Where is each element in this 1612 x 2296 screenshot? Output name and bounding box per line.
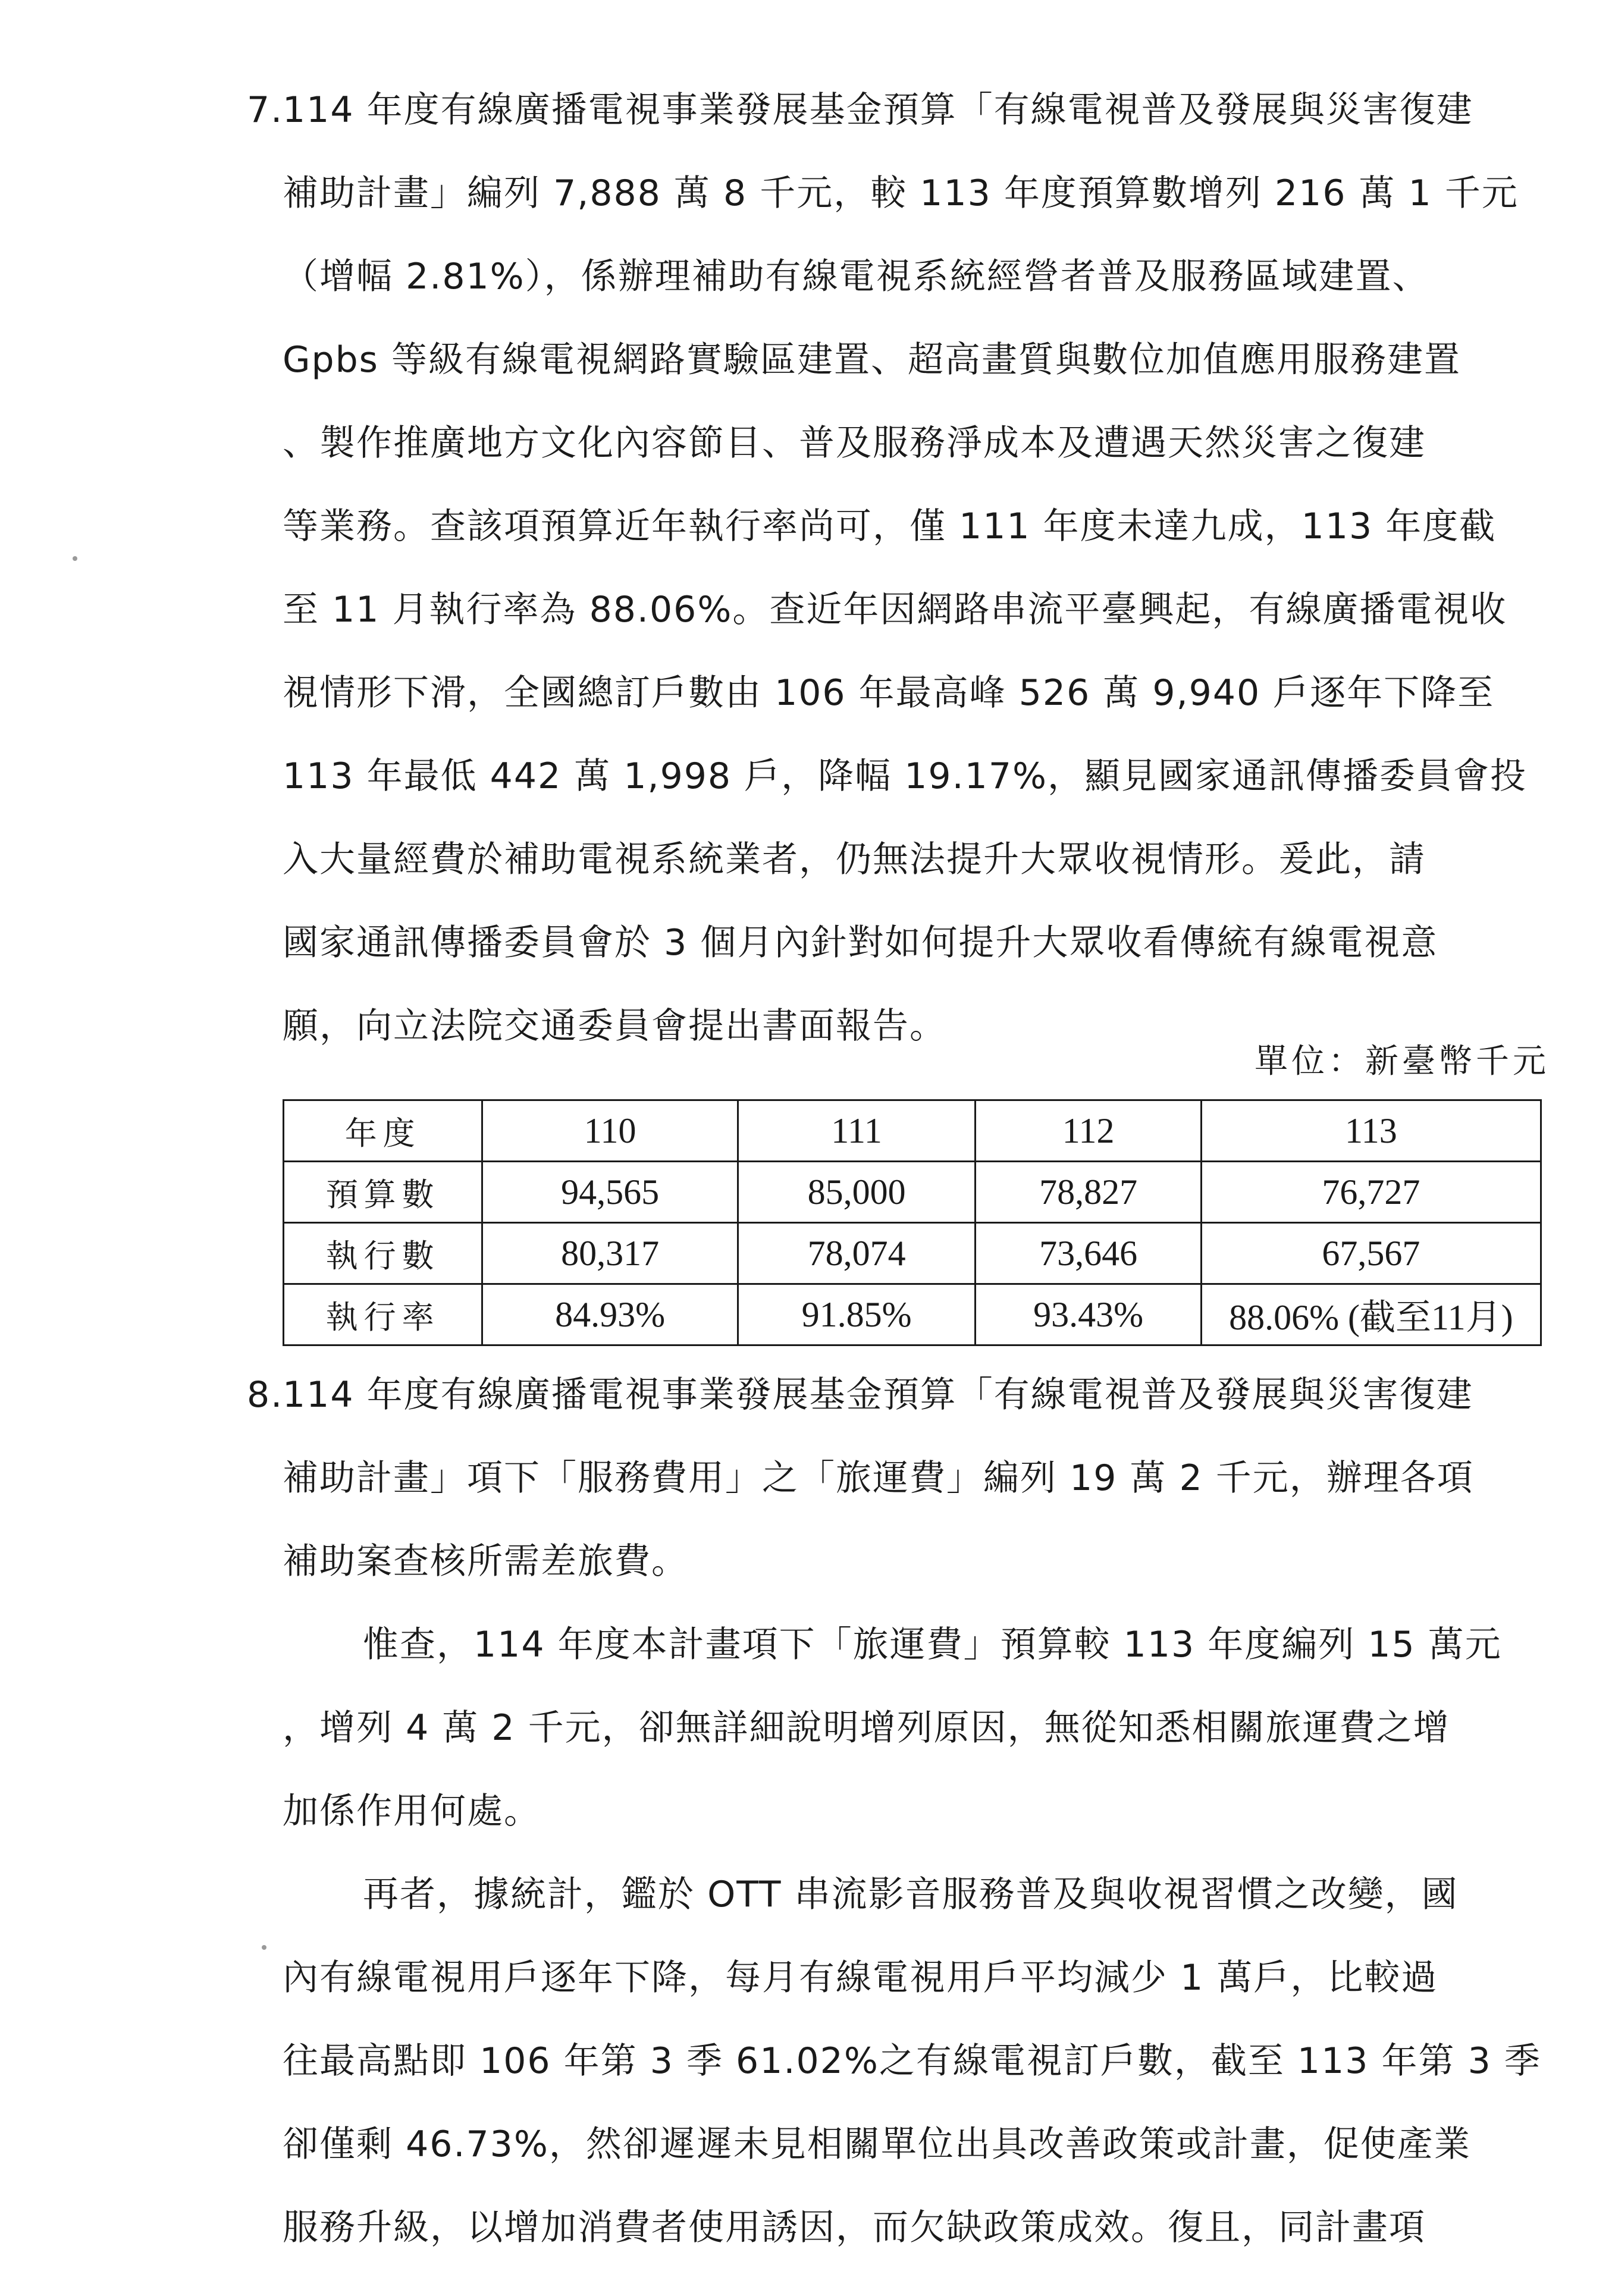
table-cell: 84.93%	[482, 1284, 738, 1345]
table-header-cell: 110	[482, 1100, 738, 1162]
table-cell: 88.06% (截至11月)	[1201, 1284, 1541, 1345]
table-cell: 78,074	[738, 1223, 976, 1284]
item-7-line: 113 年最低 442 萬 1,998 戶，降幅 19.17%，顯見國家通訊傳播委員會投	[283, 755, 1528, 797]
table-cell: 78,827	[976, 1162, 1202, 1223]
item-7-line: 等業務。查該項預算近年執行率尚可，僅 111 年度未達九成，113 年度截	[283, 506, 1497, 547]
item-7-line: 至 11 月執行率為 88.06%。查近年因網路串流平臺興起，有線廣播電視收	[283, 589, 1507, 631]
table-row	[284, 1284, 1541, 1345]
paragraph-line: 內有線電視用戶逐年下降，每月有線電視用戶平均減少 1 萬戶，比較過	[283, 1957, 1438, 1999]
item-8-number: 8.	[247, 1374, 284, 1416]
paragraph-line: 加係作用何處。	[283, 1790, 541, 1832]
table-header-cell: 年度	[284, 1100, 482, 1162]
table-cell: 91.85%	[738, 1284, 976, 1345]
paragraph-line: 再者，據統計，鑑於 OTT 串流影音服務普及與收視習慣之改變，國	[363, 1874, 1459, 1915]
table-cell: 85,000	[738, 1162, 976, 1223]
item-7-line: Gpbs 等級有線電視網路實驗區建置、超高畫質與數位加值應用服務建置	[283, 339, 1461, 381]
table-unit-note: 單位：新臺幣千元	[1255, 1042, 1550, 1081]
table-cell: 94,565	[482, 1162, 738, 1223]
item-7-line: （增幅 2.81%），係辦理補助有線電視系統經營者普及服務區域建置、	[283, 256, 1429, 297]
item-7-line: 、製作推廣地方文化內容節目、普及服務淨成本及遭遇天然災害之復建	[283, 422, 1426, 464]
paragraph-line: 惟查，114 年度本計畫項下「旅運費」預算較 113 年度編列 15 萬元	[363, 1624, 1502, 1665]
paragraph-line: 服務升級，以增加消費者使用誘因，而欠缺政策成效。復且，同計畫項	[283, 2207, 1426, 2248]
item-7-line: 視情形下滑，全國總訂戶數由 106 年最高峰 526 萬 9,940 戶逐年下降至	[283, 672, 1495, 714]
item-7-line: 入大量經費於補助電視系統業者，仍無法提升大眾收視情形。爰此，請	[283, 839, 1426, 880]
table-row-label: 預算數	[284, 1162, 482, 1223]
table-row-label: 執行率	[284, 1284, 482, 1345]
table-header-cell: 111	[738, 1100, 976, 1162]
table-row-label: 執行數	[284, 1223, 482, 1284]
paragraph-line: 往最高點即 106 年第 3 季 61.02%之有線電視訂戶數，截至 113 年第 3 季	[283, 2040, 1541, 2082]
item-7-line: 補助計畫」編列 7,888 萬 8 千元，較 113 年度預算數增列 216 萬 1 千元	[283, 172, 1519, 214]
table-cell: 93.43%	[976, 1284, 1202, 1345]
item-7-line: 國家通訊傳播委員會於 3 個月內針對如何提升大眾收看傳統有線電視意	[283, 922, 1438, 964]
item-8-line: 補助案查核所需差旅費。	[283, 1541, 688, 1582]
table-cell: 76,727	[1201, 1162, 1541, 1223]
scan-mark	[262, 1945, 266, 1950]
item-8-line: 補助計畫」項下「服務費用」之「旅運費」編列 19 萬 2 千元，辦理各項	[283, 1457, 1474, 1499]
table-cell: 67,567	[1201, 1223, 1541, 1284]
scan-mark	[73, 556, 77, 561]
table-cell: 73,646	[976, 1223, 1202, 1284]
item-8-line: 114 年度有線廣播電視事業發展基金預算「有線電視普及發展與災害復建	[283, 1374, 1473, 1416]
execution-rate-table	[283, 1099, 1542, 1346]
item-7-line: 114 年度有線廣播電視事業發展基金預算「有線電視普及發展與災害復建	[283, 89, 1473, 131]
item-7-line: 願，向立法院交通委員會提出書面報告。	[283, 1005, 946, 1047]
paragraph-line: 卻僅剩 46.73%，然卻遲遲未見相關單位出具改善政策或計畫，促使產業	[283, 2124, 1471, 2165]
table-row	[284, 1223, 1541, 1284]
table-row	[284, 1162, 1541, 1223]
table-header-cell: 113	[1201, 1100, 1541, 1162]
table-header-row	[284, 1100, 1541, 1162]
table-header-cell: 112	[976, 1100, 1202, 1162]
table-cell: 80,317	[482, 1223, 738, 1284]
item-7-number: 7.	[247, 89, 284, 131]
paragraph-line: ，增列 4 萬 2 千元，卻無詳細說明增列原因，無從知悉相關旅運費之增	[283, 1707, 1450, 1749]
